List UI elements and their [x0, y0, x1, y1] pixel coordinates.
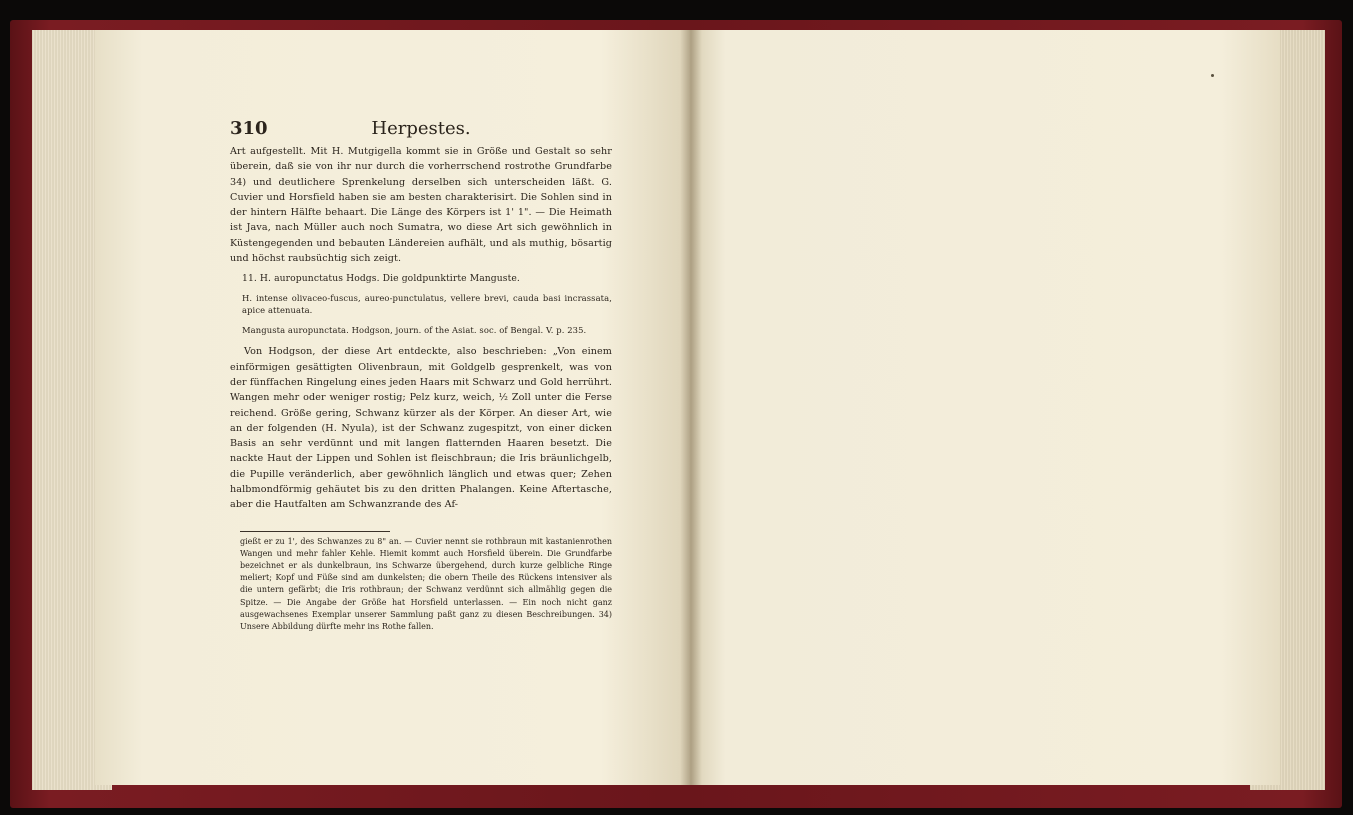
running-head [230, 118, 612, 144]
footnote: gießt er zu 1', des Schwanzes zu 8" an. — Cuvier nennt sie rothbraun mit kastanienrothen Wangen und mehr fahler Kehle. Hiemit kommt auch Horsfield überein. Die Grundfarbe bezeichnet er als dunkelbraun, ins Schwarze übergehend, durch kurze gelbliche Ringe meliert; Kopf und Füße sind am dunkelsten; die obern Theile des Rückens intensiver als die untern gefärbt; die Iris rothbraun; der Schwanz verdünnt sich allmählig gegen die Spitze. — Die Angabe der Größe hat Horsfield unterlassen. — Ein noch nicht ganz ausgewachsenes Exemplar unserer Sammlung paßt ganz zu diesen Beschreibungen. 34) Unsere Abbildung dürfte mehr ins Rothe fallen. [240, 536, 612, 632]
main-text [230, 144, 612, 513]
book-gutter [680, 30, 702, 785]
paragraph-intro: Art aufgestellt. Mit H. Mutgigella kommt sie in Größe und Gestalt so sehr überein, daß sie von ihr nur durch die vorherrschend rostrothe Grundfarbe 34) und deutlichere Sprenkelung derselben sich unterscheiden läßt. G. Cuvier und Horsfield haben sie am besten charakterisirt. Die Sohlen sind in der hintern Hälfte behaart. Die Länge des Körpers ist 1' 1". — Die Heimath ist Java, nach Müller auch noch Sumatra, wo diese Art sich gewöhnlich in Küstengegenden und bebauten Ländereien aufhält, und als muthig, bösartig und höchst raubsüchtig sich zeigt. [230, 146, 612, 265]
left-page-text [230, 118, 612, 633]
species-diagnosis: H. intense olivaceo-fuscus, aureo-punctulatus, vellere brevi, cauda basi incrassata, apice attenuata. [242, 293, 612, 316]
footnote-divider [240, 531, 390, 532]
paragraph-description: Von Hodgson, der diese Art entdeckte, also beschrieben: „Von einem einförmigen gesättigten Olivenbraun, mit Goldgelb gesprenkelt, was von der fünffachen Ringelung eines jeden Haars mit Schwarz und Gold herrührt. Wangen mehr oder weniger rostig; Pelz kurz, weich, ½ Zoll unter die Ferse reichend. Größe gering, Schwanz kürzer als der Körper. An dieser Art, wie an der folgenden (H. Nyula), ist der Schwanz zugespitzt, von einer dicken Basis an sehr verdünnt und mit langen flatternden Haaren besetzt. Die nackte Haut der Lippen und Sohlen ist fleischbraun; die Iris bräunlichgelb, die Pupille veränderlich, aber gewöhnlich länglich und etwas quer; Zehen halbmondförmig gehäutet bis zu den dritten Phalangen. Keine Aftertasche, aber die Hautfalten am Schwanzrande des Af- [230, 346, 612, 511]
species-heading: 11. H. auropunctatus Hodgs. Die goldpunktirte Manguste. [242, 273, 520, 285]
species-synonym: Mangusta auropunctata. Hodgson, journ. of the Asiat. soc. of Bengal. V. p. 235. [242, 325, 587, 336]
right-page-blank [690, 30, 1280, 785]
page-number: 310 [230, 118, 268, 139]
paper-speck [1211, 74, 1214, 77]
page-title: Herpestes. [371, 118, 471, 139]
